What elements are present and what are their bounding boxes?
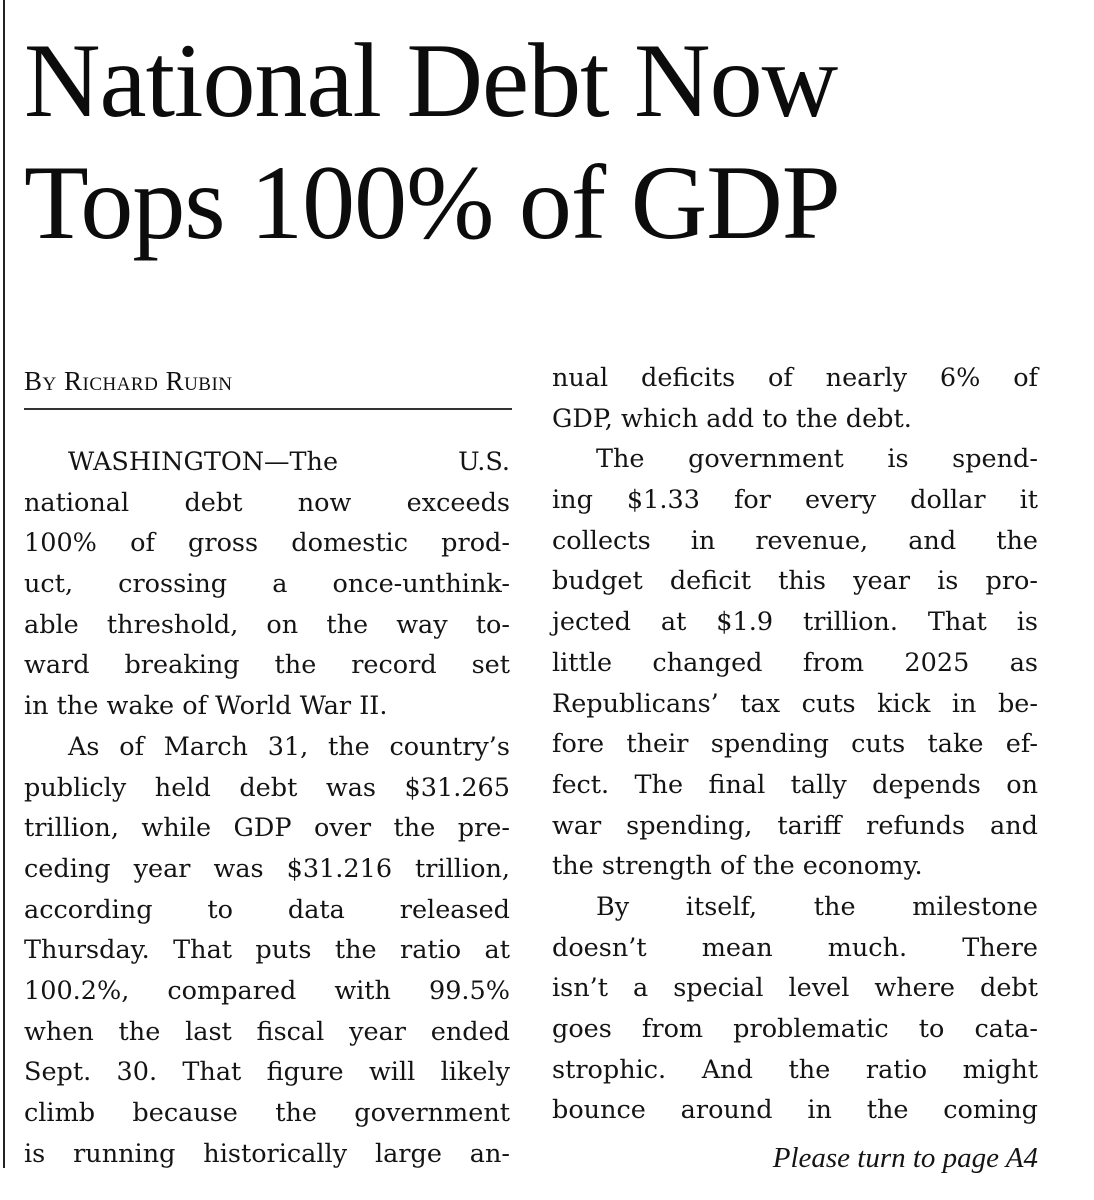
- text-line: trillion, while GDP over the pre-: [24, 813, 510, 844]
- text-line: jected at $1.9 trillion. That is: [552, 607, 1038, 638]
- text-line: ceding year was $31.216 trillion,: [24, 853, 510, 884]
- text-line: WASHINGTON—The U.S.: [68, 447, 510, 477]
- text-line: ing $1.33 for every dollar it: [552, 485, 1038, 516]
- byline-divider: [24, 408, 512, 410]
- text-line: budget deficit this year is pro-: [552, 566, 1038, 597]
- text-line: doesn’t mean much. There: [552, 932, 1038, 963]
- text-line: nual deficits of nearly 6% of: [552, 363, 1038, 393]
- text-line: bounce around in the coming: [552, 1095, 1038, 1126]
- text-line: strophic. And the ratio might: [552, 1054, 1038, 1085]
- text-line: 100% of gross domestic prod-: [24, 528, 510, 559]
- text-line: is running historically large an-: [24, 1138, 510, 1169]
- text-line: little changed from 2025 as: [552, 647, 1038, 678]
- text-line: in the wake of World War II.: [24, 691, 388, 722]
- article-column-right: [552, 358, 1038, 1131]
- byline: By Richard Rubin: [24, 366, 233, 396]
- text-line: ward breaking the record set: [24, 650, 510, 681]
- article-column-left: [24, 442, 510, 1174]
- text-line: As of March 31, the country’s: [68, 731, 510, 762]
- headline: [24, 20, 1064, 264]
- text-line: Sept. 30. That figure will likely: [24, 1057, 510, 1088]
- text-line: 100.2%, compared with 99.5%: [24, 975, 510, 1006]
- text-line: fore their spending cuts take ef-: [552, 729, 1038, 760]
- text-line: war spending, tariff refunds and: [552, 810, 1038, 841]
- text-line: goes from problematic to cata-: [552, 1014, 1038, 1044]
- headline-line-1: National Debt Now: [24, 22, 838, 139]
- text-line: Republicans’ tax cuts kick in be-: [552, 688, 1038, 719]
- headline-line-2: Tops 100% of GDP: [24, 144, 840, 261]
- text-line: isn’t a special level where debt: [552, 973, 1038, 1004]
- column-rule: [3, 0, 5, 1168]
- text-line: able threshold, on the way to-: [24, 609, 510, 640]
- text-line: the strength of the economy.: [552, 851, 923, 882]
- text-line: when the last fiscal year ended: [24, 1016, 510, 1047]
- text-line: climb because the government: [24, 1098, 510, 1128]
- text-line: GDP, which add to the debt.: [552, 403, 912, 434]
- text-line: Thursday. That puts the ratio at: [24, 935, 510, 966]
- continued-jump-line: Please turn to page A4: [772, 1142, 1038, 1174]
- text-line: publicly held debt was $31.265: [24, 772, 510, 803]
- text-line: national debt now exceeds: [24, 487, 510, 518]
- text-line: according to data released: [24, 894, 510, 925]
- text-line: The government is spend-: [596, 444, 1038, 475]
- text-line: collects in revenue, and the: [552, 525, 1038, 556]
- text-line: fect. The final tally depends on: [552, 769, 1038, 800]
- text-line: By itself, the milestone: [596, 891, 1038, 922]
- text-line: uct, crossing a once-unthink-: [24, 569, 510, 600]
